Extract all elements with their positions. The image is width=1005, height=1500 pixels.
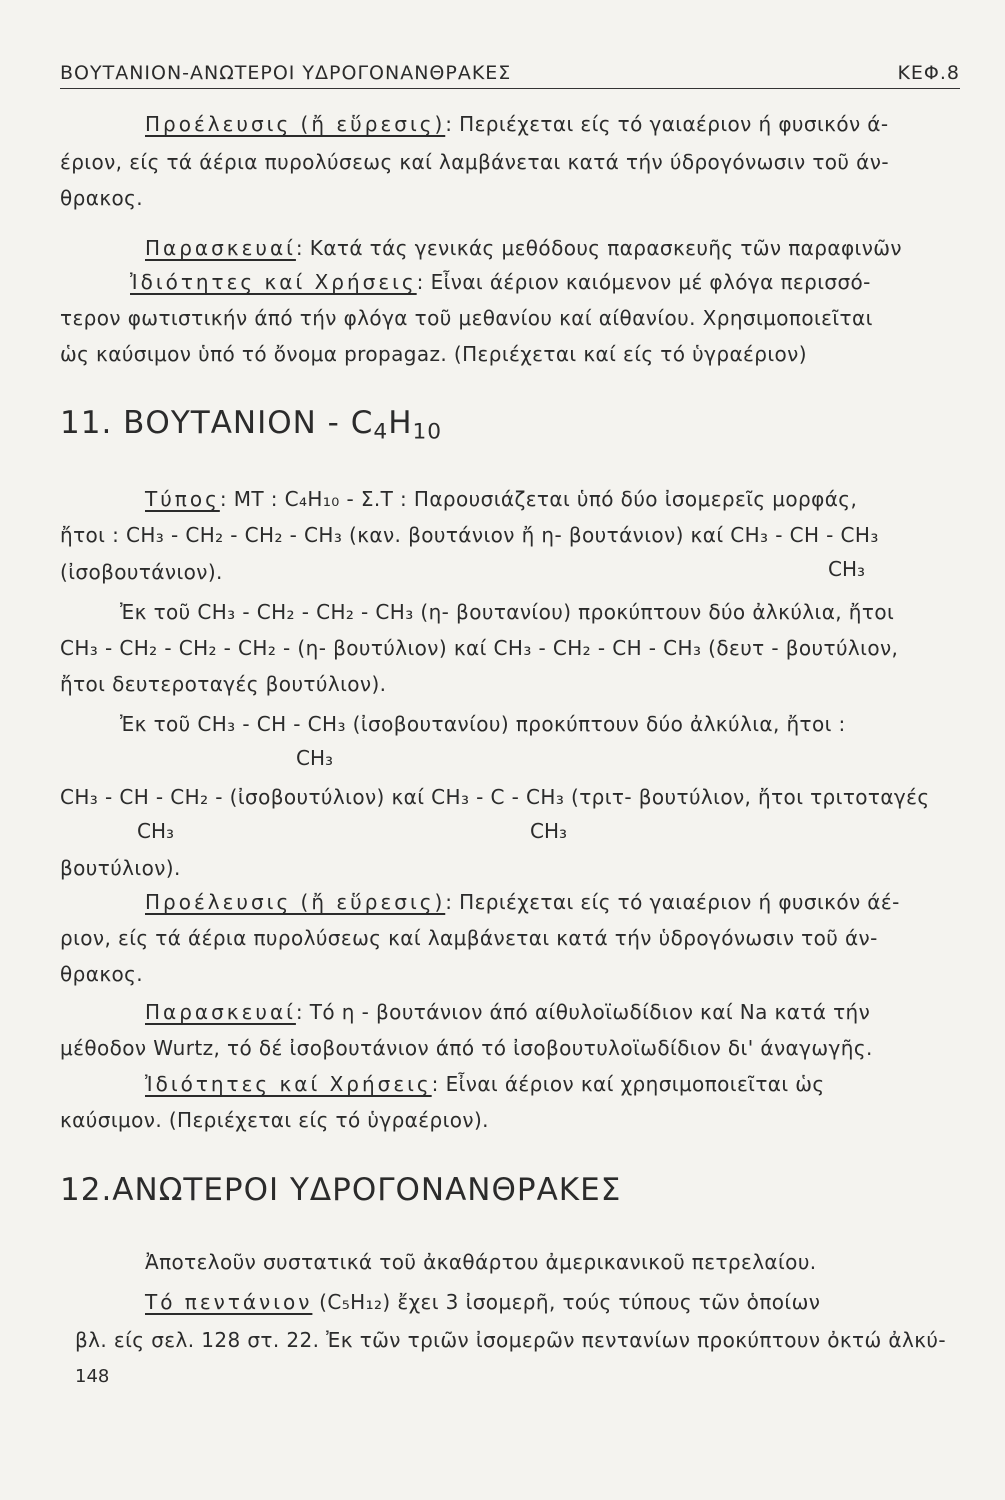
butyl-line: CH₃ - CH₂ - CH₂ - CH₂ - (η- βουτύλιον) καί CH₃ - CH₂ - CH - CH₃ (δευτ - βουτύλιον, (60, 636, 899, 660)
isobutane-branch: CH₃ (828, 557, 866, 581)
isobutyl-intro: Ἐκ τοῦ CH₃ - CH - CH₃ (ἰσοβουτανίου) προκύπτουν δύο ἀλκύλια, ἤτοι : (120, 712, 846, 736)
butane-origin-line-2: ριον, είς τά άέρια πυρολύσεως καί λαμβάνεται κατά τήν ὑδρογόνωσιν τοῦ άν- (60, 926, 878, 950)
propane-props-line-2: τερον φωτιστικήν άπό τήν φλόγα τοῦ μεθανίου καί αίθανίου. Χρησιμοποιεῖται (60, 306, 873, 330)
higher-hc-line-1: Ἀποτελοῦν συστατικά τοῦ ἀκαθάρτου ἀμερικανικοῦ πετρελαίου. (145, 1250, 817, 1274)
sec-butyl-line: ἤτοι δευτεροταγές βουτύλιον). (60, 672, 387, 696)
isobutane-name: (ἰσοβουτάνιον). (60, 560, 223, 584)
butane-isomer-line: ἤτοι : CH₃ - CH₂ - CH₂ - CH₃ (καν. βουτάνιον ἤ η- βουτάνιον) καί CH₃ - CH - CH₃ (60, 523, 879, 547)
butane-origin-line-3: θρακος. (60, 962, 144, 986)
propane-prep-line: Παρασκευαί: Κατά τάς γενικάς μεθόδους παρασκευῆς τῶν παραφινῶν (145, 236, 902, 260)
propane-origin-line-3: θρακος. (60, 186, 144, 210)
section-12-heading: 12.ΑΝΩΤΕΡΟΙ ΥΔΡΟΓΟΝΑΝΘΡΑΚΕΣ (60, 1172, 622, 1208)
isobutyl-line: CH₃ - CH - CH₂ - (ἰσοβουτύλιον) καί CH₃ - C - CH₃ (τριτ- βουτύλιον, ἤτοι τριτοταγές (60, 785, 930, 809)
butane-props-line-1: Ἰδιότητες καί Χρήσεις: Εἶναι άέριον καί χρησιμοποιεῖται ὡς (145, 1072, 825, 1096)
higher-hc-line-3: βλ. είς σελ. 128 στ. 22. Ἐκ τῶν τριῶν ἰσομερῶν πεντανίων προκύπτουν ὀκτώ ἀλκύ- (75, 1328, 946, 1352)
pentane-line: Τό πεντάνιον (C₅H₁₂) ἔχει 3 ἰσομερῆ, τούς τύπους τῶν ὁποίων (145, 1290, 821, 1314)
page-number: 148 (75, 1366, 110, 1387)
propane-props-line-1: Ἰδιότητες καί Χρήσεις: Εἶναι άέριον καιόμενον μέ φλόγα περισσό- (130, 270, 871, 294)
propane-origin-line-1: Προέλευσις (ἤ εὕρεσις): Περιέχεται είς τό γαιαέριον ή φυσικόν ά- (145, 112, 889, 136)
section-11-heading: 11. ΒΟΥΤΑΝΙΟΝ - $C_4H_{10}$ (60, 405, 443, 445)
header-title: ΒΟΥΤΑΝΙΟΝ-ΑΝΩΤΕΡΟΙ ΥΔΡΟΓΟΝΑΝΘΡΑΚΕΣ (60, 62, 512, 84)
isobutyl-branch: CH₃ (137, 819, 175, 843)
running-header (60, 62, 960, 89)
propane-origin-line-2: έριον, είς τά άέρια πυρολύσεως καί λαμβάνεται κατά τήν ύδρογόνωσιν τοῦ άν- (60, 150, 889, 174)
butane-types-line: Τύπος: ΜΤ : C₄H₁₀ - Σ.Τ : Παρουσιάζεται ὑπό δύο ἰσομερεῖς μορφάς, (145, 487, 858, 511)
tert-butyl-branch: CH₃ (530, 819, 568, 843)
butane-prep-line-1: Παρασκευαί: Τό η - βουτάνιον άπό αίθυλοϊωδίδιον καί Na κατά τήν (145, 1000, 871, 1024)
butane-props-line-2: καύσιμον. (Περιέχεται είς τό ὑγραέριον). (60, 1108, 489, 1132)
n-butyl-intro: Ἐκ τοῦ CH₃ - CH₂ - CH₂ - CH₃ (η- βουτανίου) προκύπτουν δύο ἀλκύλια, ἤτοι (120, 600, 895, 624)
butyl-end: βουτύλιον). (60, 856, 181, 880)
propane-props-line-3: ὡς καύσιμον ὑπό τό ὄνομα propagaz. (Περιέχεται καί είς τό ὑγραέριον) (60, 342, 807, 366)
isobutane-intro-branch: CH₃ (296, 746, 334, 770)
butane-prep-line-2: μέθοδον Wurtz, τό δέ ἰσοβουτάνιον άπό τό ἰσοβουτυλοϊωδίδιον δι' άναγωγῆς. (60, 1036, 873, 1060)
butane-origin-line-1: Προέλευσις (ἤ εὕρεσις): Περιέχεται είς τό γαιαέριον ή φυσικόν άέ- (145, 890, 900, 914)
chapter-label: ΚΕΦ.8 (897, 62, 960, 84)
